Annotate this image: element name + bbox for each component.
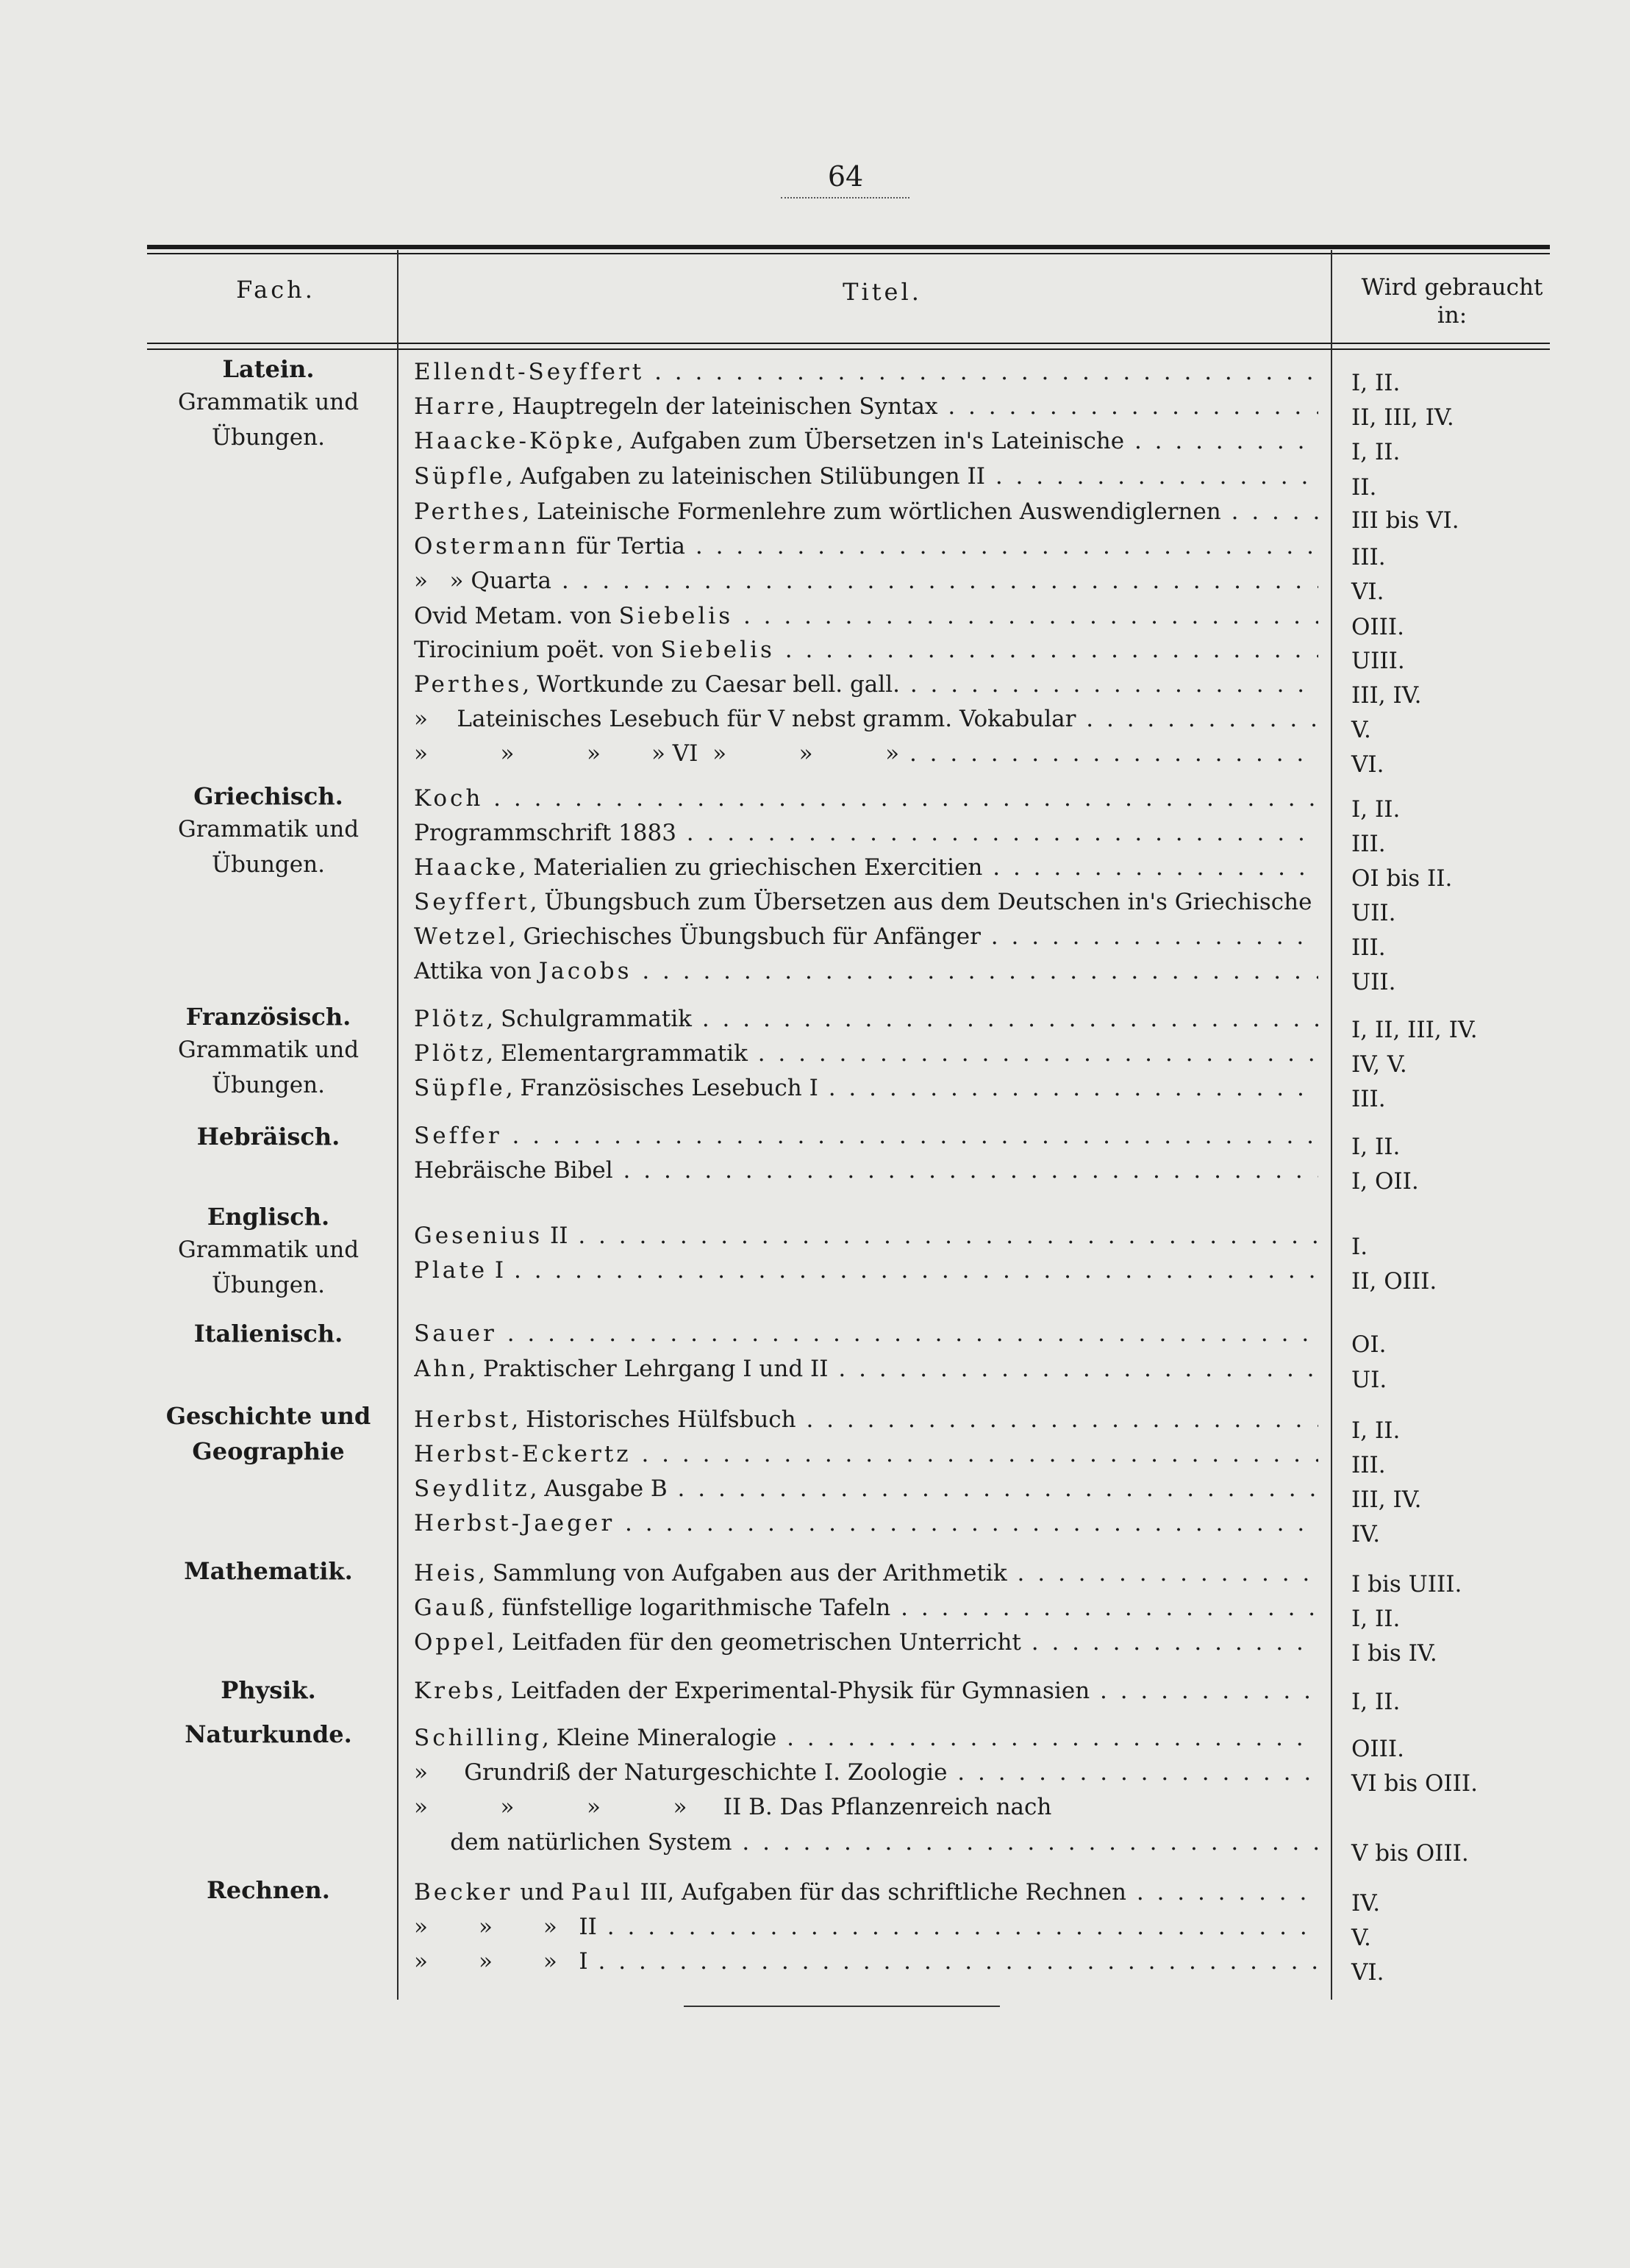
book-row — [414, 428, 1318, 454]
subject-name: Geschichte und — [165, 1402, 371, 1430]
used-in-classes: II. — [1351, 474, 1377, 501]
book-title — [414, 740, 1318, 767]
used-in-classes: I, II. — [1351, 1134, 1401, 1160]
subject-subtitle: Grammatik und Übungen. — [177, 816, 360, 878]
used-in-classes: OIII. — [1351, 614, 1405, 640]
book-title — [414, 1914, 1318, 1940]
book-author: Gauß — [414, 1595, 487, 1621]
book-title — [414, 958, 1318, 984]
used-in-classes: V. — [1351, 717, 1371, 743]
used-in-classes: VI. — [1351, 1959, 1384, 1986]
book-title-text: Tirocinium poët. von — [414, 637, 661, 663]
book-title — [414, 1406, 1318, 1433]
book-author: Siebelis — [618, 603, 734, 629]
book-row — [414, 1257, 1318, 1284]
book-title-text: » » » II — [414, 1914, 597, 1940]
book-title — [414, 568, 1318, 594]
book-author: Perthes — [414, 498, 523, 525]
book-row — [414, 637, 1318, 663]
used-in-classes: UIII. — [1351, 648, 1405, 674]
book-row — [414, 1006, 1318, 1032]
book-row — [414, 1794, 1318, 1820]
book-title — [414, 1475, 1318, 1502]
book-author: Heis — [414, 1560, 479, 1586]
book-title — [414, 359, 1318, 385]
book-author: Seffer — [414, 1123, 502, 1149]
book-title-text: , Aufgaben zu lateinischen Stilübungen II — [505, 463, 985, 490]
book-row — [414, 1629, 1318, 1656]
book-title-text: , Schulgrammatik — [486, 1006, 692, 1032]
book-title-text: Hebräische Bibel — [414, 1157, 613, 1184]
used-in-classes: III bis VI. — [1351, 507, 1459, 534]
book-title-text: I — [487, 1257, 504, 1284]
subject-subtitle: Grammatik und Übungen. — [177, 1237, 360, 1298]
book-row — [414, 1406, 1318, 1433]
subject-name: Rechnen. — [207, 1876, 330, 1904]
book-author: Koch — [414, 785, 484, 812]
used-in-classes: I, OII. — [1351, 1168, 1419, 1195]
book-title-text: , Lateinische Formenlehre zum wörtlichen Auswendiglernen — [522, 498, 1221, 525]
book-row — [414, 393, 1318, 420]
book-row — [414, 785, 1318, 812]
book-row — [414, 1475, 1318, 1502]
used-in-classes: II, III, IV. — [1351, 404, 1454, 431]
book-title — [414, 637, 1318, 663]
book-row — [414, 1759, 1318, 1786]
book-title — [414, 603, 1318, 629]
subject-name: Mathematik. — [184, 1557, 353, 1585]
book-title — [414, 1510, 1318, 1537]
book-title — [414, 854, 1318, 881]
book-author: Plötz — [414, 1006, 487, 1032]
book-row — [414, 1040, 1318, 1067]
book-title-text: für Tertia — [568, 533, 686, 559]
subject-name: Griechisch. — [193, 782, 343, 810]
used-in-classes: UI. — [1351, 1367, 1387, 1393]
book-author: Sauer — [414, 1320, 497, 1347]
used-in-classes: OIII. — [1351, 1736, 1405, 1762]
book-author: Krebs — [414, 1678, 497, 1704]
header-titel: Titel. — [843, 278, 922, 306]
book-title — [414, 889, 1318, 915]
book-row — [414, 1879, 1318, 1906]
book-row — [414, 359, 1318, 385]
subject-name: Latein. — [222, 355, 315, 383]
subject-name: Englisch. — [207, 1203, 330, 1231]
book-title — [414, 785, 1318, 812]
book-title-text: , Materialien zu griechischen Exercitien — [518, 854, 983, 881]
book-author: Perthes — [414, 671, 523, 698]
book-author: Plötz — [414, 1040, 487, 1067]
book-title — [414, 923, 1318, 950]
column-divider-used — [1331, 250, 1332, 2000]
book-title-text: , fünfstellige logarithmische Tafeln — [487, 1595, 891, 1621]
subject-name: Physik. — [221, 1676, 316, 1704]
book-title — [414, 1257, 1318, 1284]
book-row — [414, 1223, 1318, 1249]
used-in-classes: III. — [1351, 544, 1386, 570]
book-title — [414, 498, 1318, 525]
book-title — [414, 393, 1318, 420]
used-in-classes: VI bis OIII. — [1351, 1770, 1479, 1797]
used-in-classes: OI bis II. — [1351, 865, 1453, 892]
used-in-classes: V bis OIII. — [1351, 1840, 1469, 1867]
book-row — [414, 958, 1318, 984]
used-in-classes: IV. — [1351, 1521, 1381, 1548]
book-title — [414, 1948, 1318, 1975]
used-in-classes: III, IV. — [1351, 682, 1422, 709]
book-title — [414, 533, 1318, 559]
book-title-text: , Ausgabe B — [529, 1475, 668, 1502]
book-title-text: » » » I — [414, 1948, 588, 1975]
book-row — [414, 740, 1318, 767]
book-author: Seydlitz — [414, 1475, 530, 1502]
book-title — [414, 1157, 1318, 1184]
book-row — [414, 1595, 1318, 1621]
book-author: Gesenius — [414, 1223, 543, 1249]
book-author: Süpfle — [414, 1075, 506, 1101]
book-title — [414, 1595, 1318, 1621]
subject-name: Italienisch. — [193, 1320, 343, 1348]
book-title — [414, 1006, 1318, 1032]
book-row — [414, 1560, 1318, 1586]
book-title-text: II — [543, 1223, 568, 1249]
book-author: Plate — [414, 1257, 488, 1284]
book-author: Haacke-Köpke — [414, 428, 616, 454]
bottom-rule — [684, 2006, 1000, 2007]
book-title-text: , Kleine Mineralogie — [542, 1725, 777, 1751]
book-row — [414, 1441, 1318, 1467]
used-in-classes: II, OIII. — [1351, 1268, 1437, 1295]
book-title — [414, 671, 1318, 698]
used-in-classes: UII. — [1351, 900, 1396, 926]
book-author: Herbst-Jaeger — [414, 1510, 615, 1537]
book-title-text: , Leitfaden der Experimental-Physik für Gymnasien — [496, 1678, 1090, 1704]
used-in-classes: IV, V. — [1351, 1051, 1407, 1078]
book-title-text: , Aufgaben zum Übersetzen in's Lateinische — [615, 428, 1125, 454]
book-title — [414, 1223, 1318, 1249]
used-in-classes: V. — [1351, 1925, 1371, 1951]
book-title-text: III, Aufgaben für das schriftliche Rechnen — [632, 1879, 1126, 1906]
book-title — [414, 1794, 1051, 1820]
book-author: Süpfle — [414, 463, 506, 490]
used-in-classes: VI. — [1351, 751, 1384, 778]
book-row — [414, 568, 1318, 594]
book-title — [414, 428, 1318, 454]
book-row — [414, 498, 1318, 525]
book-title — [414, 706, 1318, 732]
used-in-classes: UII. — [1351, 969, 1396, 995]
book-author: Jacobs — [538, 958, 632, 984]
book-title-text: » » » » II B. Das Pflanzenreich nach — [414, 1794, 1052, 1820]
book-row — [414, 1356, 1318, 1382]
used-in-classes: VI. — [1351, 579, 1384, 605]
book-row — [414, 671, 1318, 698]
book-title-text: » Lateinisches Lesebuch für V nebst gramm. Vokabular — [414, 706, 1076, 732]
book-row — [414, 603, 1318, 629]
used-in-classes: III. — [1351, 1086, 1386, 1112]
page-number-underline — [781, 197, 909, 198]
used-in-classes: I, II. — [1351, 796, 1401, 823]
column-divider-fach — [397, 250, 398, 2000]
book-row — [414, 889, 1318, 915]
used-in-classes: I, II. — [1351, 439, 1401, 465]
header-used: Wird gebraucht in: — [1361, 274, 1543, 329]
used-in-classes: I, II. — [1351, 370, 1401, 396]
book-title-text: » Grundriß der Naturgeschichte I. Zoologie — [414, 1759, 948, 1786]
top-rule-thin — [147, 253, 1550, 254]
book-row — [414, 1075, 1318, 1101]
book-title — [414, 1356, 1318, 1382]
book-title — [414, 1725, 1318, 1751]
used-in-classes: I, II. — [1351, 1689, 1401, 1715]
book-title-text: Programmschrift 1883 — [414, 820, 676, 846]
book-row — [414, 1320, 1318, 1347]
book-author: Ahn — [414, 1356, 469, 1382]
book-row — [414, 854, 1318, 881]
used-in-classes: I. — [1351, 1234, 1368, 1260]
used-in-classes: III, IV. — [1351, 1487, 1422, 1513]
book-author: Oppel — [414, 1629, 498, 1656]
book-title-text: , Leitfaden für den geometrischen Unterricht — [497, 1629, 1021, 1656]
book-author: Haacke — [414, 854, 519, 881]
subject-name: Französisch. — [185, 1003, 351, 1031]
book-title-text: , Wortkunde zu Caesar bell. gall. — [522, 671, 900, 698]
page-number: 64 — [827, 160, 864, 193]
book-author: Wetzel — [414, 923, 509, 950]
header-rule-2 — [147, 348, 1550, 350]
book-title-text: , Griechisches Übungsbuch für Anfänger — [508, 923, 981, 950]
book-title-text: Attika von — [414, 958, 539, 984]
used-in-classes: IV. — [1351, 1890, 1381, 1917]
used-in-classes: OI. — [1351, 1331, 1387, 1358]
book-title — [414, 1075, 1318, 1101]
used-in-classes: I, II. — [1351, 1417, 1401, 1444]
book-title-text: Ovid Metam. von — [414, 603, 619, 629]
book-title — [414, 1040, 1318, 1067]
used-in-classes: I bis IV. — [1351, 1640, 1437, 1667]
book-title-text: , Übungsbuch zum Übersetzen aus dem Deutschen in's Griechische — [529, 889, 1312, 915]
book-title — [414, 1829, 1318, 1856]
book-row — [414, 706, 1318, 732]
book-row — [414, 1123, 1318, 1149]
subject-subtitle: Grammatik und Übungen. — [177, 389, 360, 451]
book-title-text: , Sammlung von Aufgaben aus der Arithmetik — [478, 1560, 1007, 1586]
book-row — [414, 1725, 1318, 1751]
book-row — [414, 1510, 1318, 1537]
book-author: Herbst — [414, 1406, 512, 1433]
subject-name-line2: Geographie — [192, 1437, 345, 1465]
book-row — [414, 533, 1318, 559]
book-author: Ostermann — [414, 533, 569, 559]
subject-name: Hebräisch. — [196, 1123, 340, 1151]
book-row — [414, 1678, 1318, 1704]
book-author: Paul — [571, 1879, 633, 1906]
subject-name: Naturkunde. — [185, 1720, 352, 1748]
book-author: Schilling — [414, 1725, 543, 1751]
book-title — [414, 1441, 1318, 1467]
header-rule — [147, 343, 1550, 344]
book-author: Becker — [414, 1879, 513, 1906]
book-row — [414, 923, 1318, 950]
used-in-classes: I, II. — [1351, 1606, 1401, 1632]
header-fach: Fach. — [236, 276, 315, 304]
book-author: Siebelis — [660, 637, 775, 663]
book-author: Ellendt-Seyffert — [414, 359, 645, 385]
book-row — [414, 1914, 1318, 1940]
book-author: Harre — [414, 393, 498, 420]
book-title — [414, 1560, 1318, 1586]
book-author: Herbst-Eckertz — [414, 1441, 632, 1467]
book-title-text: , Historisches Hülfsbuch — [511, 1406, 796, 1433]
used-in-classes: III. — [1351, 1452, 1386, 1478]
book-title — [414, 1759, 1318, 1786]
book-title — [414, 1123, 1318, 1149]
book-title — [414, 1320, 1318, 1347]
book-title-text: » » » » VI » » » — [414, 740, 900, 767]
used-in-classes: I bis UIII. — [1351, 1571, 1462, 1598]
book-title — [414, 820, 1318, 846]
book-row — [414, 1829, 1318, 1856]
book-title-text: und — [512, 1879, 571, 1906]
book-title — [414, 1879, 1318, 1906]
book-author: Seyffert — [414, 889, 530, 915]
used-in-classes: III. — [1351, 831, 1386, 857]
book-title-text: , Elementargrammatik — [486, 1040, 748, 1067]
book-title — [414, 463, 1318, 490]
subject-subtitle: Grammatik und Übungen. — [177, 1037, 360, 1098]
book-title-text: » » Quarta — [414, 568, 551, 594]
book-row — [414, 1157, 1318, 1184]
top-rule — [147, 245, 1550, 249]
book-row — [414, 463, 1318, 490]
book-title-text: , Französisches Lesebuch I — [505, 1075, 818, 1101]
book-title-text: , Hauptregeln der lateinischen Syntax — [497, 393, 938, 420]
used-in-classes: I, II, III, IV. — [1351, 1017, 1478, 1043]
book-row — [414, 1948, 1318, 1975]
book-row — [414, 820, 1318, 846]
book-title-text: dem natürlichen System — [414, 1829, 732, 1856]
used-in-classes: III. — [1351, 934, 1386, 961]
book-title-text: , Praktischer Lehrgang I und II — [468, 1356, 829, 1382]
book-title — [414, 1629, 1318, 1656]
book-title — [414, 1678, 1318, 1704]
